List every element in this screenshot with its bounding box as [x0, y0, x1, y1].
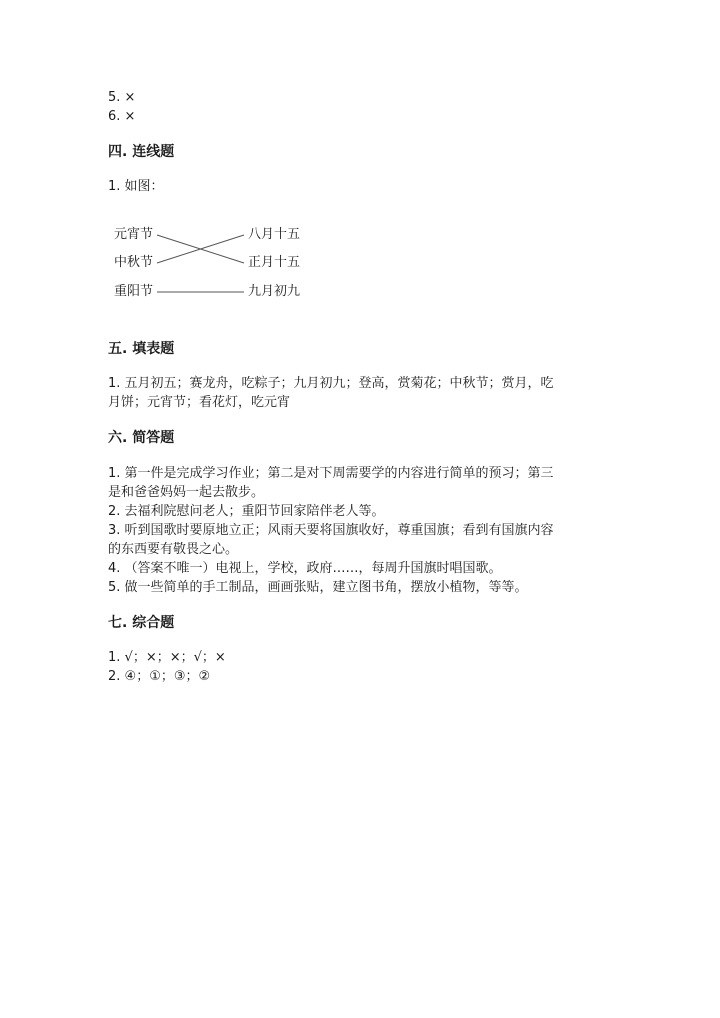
comprehensive-line-1: 1. √；×；×；√；× [108, 650, 226, 665]
right-label-sep-9: 九月初九 [248, 284, 301, 299]
short-answer-line-1: 1. 第一件是完成学习作业；第二是对下周需要学的内容进行简单的预习；第三 [108, 466, 554, 481]
left-label-double-ninth: 重阳节 [114, 284, 154, 299]
section-heading-matching: 四. 连线题 [108, 144, 175, 160]
section-heading-short-answer: 六. 简答题 [108, 430, 175, 446]
short-answer-line-6: 4. （答案不唯一）电视上，学校，政府……，每周升国旗时唱国歌。 [108, 561, 502, 576]
section-heading-comprehensive: 七. 综合题 [108, 615, 175, 631]
matching-item-1: 1. 如图： [108, 179, 164, 194]
answer-5: 5. × [108, 90, 136, 105]
short-answer-line-7: 5. 做一些简单的手工制品，画画张贴，建立图书角，摆放小植物，等等。 [108, 580, 528, 595]
short-answer-line-2: 是和爸爸妈妈一起去散步。 [108, 485, 265, 500]
section-heading-fill-table: 五. 填表题 [108, 341, 175, 357]
right-label-aug-15: 八月十五 [248, 227, 301, 242]
answer-6: 6. × [108, 109, 136, 124]
short-answer-line-5: 的东西要有敬畏之心。 [108, 542, 239, 557]
comprehensive-line-2: 2. ④；①；③；② [108, 669, 211, 684]
right-label-jan-15: 正月十五 [248, 255, 301, 270]
fill-table-line-1: 1. 五月初五；赛龙舟，吃粽子；九月初九；登高，赏菊花；中秋节；赏月，吃 [108, 376, 554, 391]
fill-table-line-2: 月饼；元宵节；看花灯，吃元宵 [108, 395, 291, 410]
short-answer-line-3: 2. 去福利院慰问老人；重阳节回家陪伴老人等。 [108, 504, 385, 519]
left-label-lantern-festival: 元宵节 [114, 227, 154, 242]
short-answer-line-4: 3. 听到国歌时要原地立正；风雨天要将国旗收好，尊重国旗；看到有国旗内容 [108, 523, 554, 538]
left-label-mid-autumn: 中秋节 [114, 255, 154, 270]
